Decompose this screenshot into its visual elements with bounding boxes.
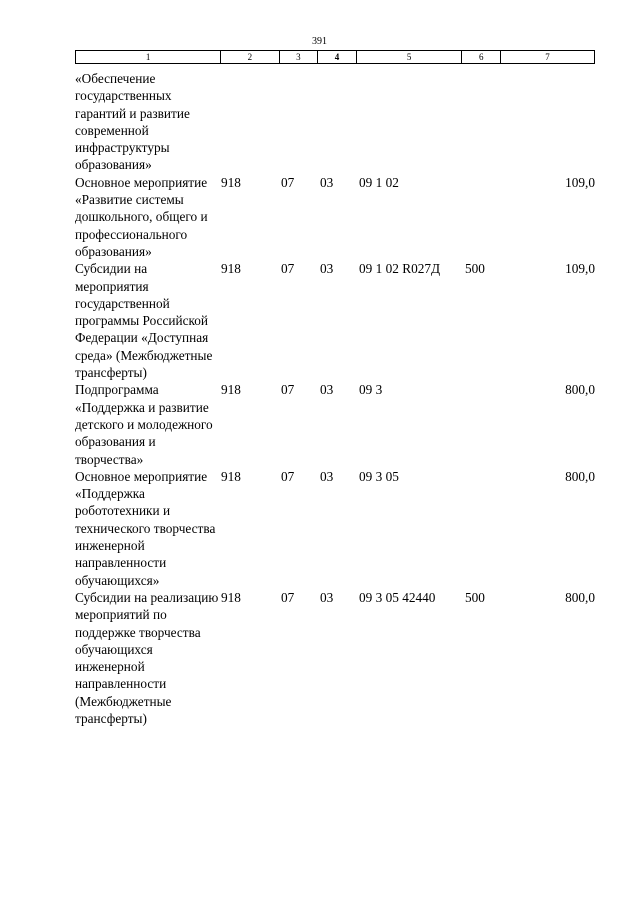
row-ved: 918	[221, 468, 241, 484]
row-name: Подпрограмма «Поддержка и развитие детского и молодежного образования и творчества»	[75, 382, 213, 467]
row-ved: 918	[221, 589, 241, 605]
row-name: Основное мероприятие «Развитие системы дошкольного, общего и профессионального образования»	[75, 174, 208, 259]
row-sum: 109,0	[565, 174, 595, 190]
row-csr: 09 3 05	[359, 468, 399, 484]
row-rz: 07	[281, 382, 295, 398]
row-vr: 500	[465, 261, 485, 277]
row-csr: 09 1 02	[359, 174, 399, 190]
row-ved: 918	[221, 261, 241, 277]
row-sum: 800,0	[565, 589, 595, 605]
row-ved: 918	[221, 174, 241, 190]
row-ved: 918	[221, 382, 241, 398]
row-pr: 03	[320, 261, 334, 277]
header-col-4: 4	[318, 51, 357, 64]
row-rz: 07	[281, 468, 295, 484]
header-col-6: 6	[462, 51, 501, 64]
row-name: Субсидии на реализацию мероприятий по поддержке творчества обучающихся инженерной направленности (Межбюджетные трансферты)	[75, 589, 219, 726]
table-row	[75, 70, 605, 174]
row-rz: 07	[281, 174, 295, 190]
table-header	[75, 50, 595, 64]
table-body	[75, 70, 605, 727]
row-sum: 800,0	[565, 468, 595, 484]
row-pr: 03	[320, 174, 334, 190]
row-rz: 07	[281, 261, 295, 277]
row-csr: 09 1 02 R027Д	[359, 261, 441, 277]
row-sum: 109,0	[565, 261, 595, 277]
row-csr: 09 3	[359, 382, 383, 398]
row-pr: 03	[320, 589, 334, 605]
row-pr: 03	[320, 382, 334, 398]
row-vr: 500	[465, 589, 485, 605]
header-col-1: 1	[76, 51, 221, 64]
table-row	[75, 468, 605, 589]
header-col-3: 3	[279, 51, 318, 64]
row-pr: 03	[320, 468, 334, 484]
page-number: 391	[312, 36, 327, 47]
row-name: Основное мероприятие «Поддержка робототехники и технического творчества инженерной направленности обучающихся»	[75, 468, 216, 588]
header-col-7: 7	[501, 51, 595, 64]
row-name: «Обеспечение государственных гарантий и развитие современной инфраструктуры образования»	[75, 71, 190, 173]
table-row	[75, 174, 605, 260]
header-col-2: 2	[221, 51, 279, 64]
table-row	[75, 589, 605, 727]
row-sum: 800,0	[565, 382, 595, 398]
header-col-5: 5	[356, 51, 462, 64]
table-row	[75, 381, 605, 467]
row-csr: 09 3 05 42440	[359, 589, 436, 605]
row-name: Субсидии на мероприятия государственной программы Российской Федерации «Доступная среда» (Межбюджетные трансферты)	[75, 261, 213, 381]
row-rz: 07	[281, 589, 295, 605]
table-row	[75, 260, 605, 381]
